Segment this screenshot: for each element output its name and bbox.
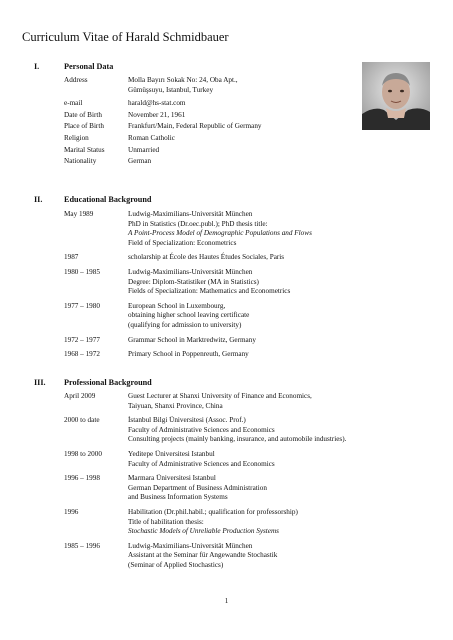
table-row	[64, 416, 428, 445]
section-heading-professional-background: III. Professional Background	[34, 378, 152, 387]
value-line: İstanbul Bilgi Üniversitesi (Assoc. Prof.)	[128, 416, 246, 425]
value-line: Grammar School in Marktredwitz, Germany	[128, 335, 256, 344]
table-row	[64, 76, 428, 95]
value-line: Molla Bayırı Sokak No: 24, Oba Apt.,	[128, 76, 238, 84]
value-line: Marmara Üniversitesi Istanbul	[128, 474, 216, 483]
value-line: November 21, 1961	[128, 110, 186, 119]
table-row	[64, 157, 428, 167]
value-line: Gümüşsuyu, Istanbul, Turkey	[128, 85, 214, 94]
value-line: Consulting projects (mainly banking, insurance, and automobile industries).	[128, 435, 347, 444]
table-row	[64, 134, 428, 144]
personal-data-table	[64, 76, 428, 169]
table-row	[64, 450, 428, 469]
value-line: Yeditepe Üniversitesi Istanbul	[128, 449, 215, 458]
row-label: Date of Birth	[64, 110, 102, 119]
section-heading-educational-background: II. Educational Background	[34, 195, 152, 204]
table-row	[64, 99, 428, 109]
table-row	[64, 268, 428, 297]
table-row	[64, 302, 428, 331]
value-line: Ludwig-Maximilians-Universität München	[128, 267, 253, 276]
table-row	[64, 111, 428, 121]
row-value	[128, 134, 428, 144]
value-line: Assistant at the Seminar für Angewandte Stochastik	[128, 551, 278, 560]
value-line: obtaining higher school leaving certificate	[128, 311, 250, 320]
row-label: 1968 – 1972	[64, 350, 100, 359]
row-value	[128, 122, 428, 132]
row-value	[128, 450, 428, 469]
row-value	[128, 157, 428, 167]
value-line: European School in Luxembourg,	[128, 301, 226, 310]
row-value	[128, 416, 428, 445]
row-value	[128, 392, 428, 411]
value-line: Primary School in Poppenreuth, Germany	[128, 350, 249, 359]
row-label: Address	[64, 76, 88, 84]
table-row	[64, 253, 428, 263]
row-label: 2000 to date	[64, 416, 100, 425]
row-label: 1996 – 1998	[64, 474, 100, 483]
table-row	[64, 210, 428, 248]
row-label: 1972 – 1977	[64, 335, 100, 344]
row-label: 1987	[64, 253, 79, 262]
table-row	[64, 474, 428, 503]
value-line: Degree: Diplom-Statistiker (MA in Statistics)	[128, 277, 259, 286]
row-value	[128, 99, 428, 109]
value-line: (qualifying for admission to university)	[128, 320, 242, 329]
row-value	[128, 268, 428, 297]
table-row	[64, 146, 428, 156]
value-line: Title of habilitation thesis:	[128, 517, 204, 526]
row-label: May 1989	[64, 210, 94, 218]
value-line: scholarship at École des Hautes Études Sociales, Paris	[128, 253, 285, 262]
value-line: Faculty of Administrative Sciences and Economics	[128, 425, 275, 434]
value-line: Field of Specialization: Econometrics	[128, 238, 237, 247]
value-line: PhD in Statistics (Dr.oec.publ.); PhD thesis title:	[128, 219, 268, 228]
row-value	[128, 111, 428, 121]
row-label: 1980 – 1985	[64, 267, 100, 276]
row-value	[128, 253, 428, 263]
row-label: e-mail	[64, 99, 83, 108]
table-row	[64, 392, 428, 411]
page-title: Curriculum Vitae of Harald Schmidbauer	[22, 30, 229, 44]
row-value	[128, 350, 428, 360]
row-label: 1977 – 1980	[64, 301, 100, 310]
value-line: and Business Information Systems	[128, 493, 228, 502]
row-value	[128, 146, 428, 156]
value-line: German	[128, 157, 152, 166]
section-heading-personal-data: I. Personal Data	[34, 62, 114, 71]
row-label: 1996	[64, 507, 79, 516]
row-value	[128, 336, 428, 346]
row-value	[128, 542, 428, 571]
row-value	[128, 474, 428, 503]
table-row	[64, 350, 428, 360]
value-line: Habilitation (Dr.phil.habil.; qualification for professorship)	[128, 507, 298, 516]
row-value	[128, 302, 428, 331]
value-line: Faculty of Administrative Sciences and Economics	[128, 459, 275, 468]
row-label: Religion	[64, 133, 89, 142]
value-line: Ludwig-Maximilians-Universität München	[128, 210, 253, 218]
value-line[interactable]: harald@hs-stat.com	[128, 99, 186, 108]
row-label: Nationality	[64, 157, 97, 166]
value-line: Frankfurt/Main, Federal Republic of Germany	[128, 122, 262, 131]
page-number: 1	[224, 597, 229, 605]
row-label: 1998 to 2000	[64, 449, 102, 458]
value-line: Unmarried	[128, 145, 160, 154]
row-label: April 2009	[64, 392, 96, 400]
value-line: Fields of Specialization: Mathematics and Econometrics	[128, 287, 291, 296]
value-line: A Point-Process Model of Demographic Populations and Flows	[128, 229, 312, 238]
value-line: Stochastic Models of Unreliable Production Systems	[128, 527, 279, 536]
row-label: 1985 – 1996	[64, 541, 100, 550]
value-line: Taiyuan, Shanxi Province, China	[128, 401, 223, 410]
value-line: (Seminar of Applied Stochastics)	[128, 560, 224, 569]
row-value	[128, 76, 428, 95]
table-row	[64, 122, 428, 132]
value-line: Roman Catholic	[128, 133, 175, 142]
table-row	[64, 508, 428, 537]
row-label: Place of Birth	[64, 122, 104, 131]
row-value	[128, 508, 428, 537]
table-row	[64, 336, 428, 346]
row-label: Marital Status	[64, 145, 105, 154]
value-line: Ludwig-Maximilians-Universität München	[128, 541, 253, 550]
education-table	[64, 210, 428, 365]
row-value	[128, 210, 428, 248]
professional-table	[64, 392, 428, 576]
table-row	[64, 542, 428, 571]
value-line: Guest Lecturer at Shanxi University of Finance and Economics,	[128, 392, 312, 400]
value-line: German Department of Business Administration	[128, 483, 267, 492]
